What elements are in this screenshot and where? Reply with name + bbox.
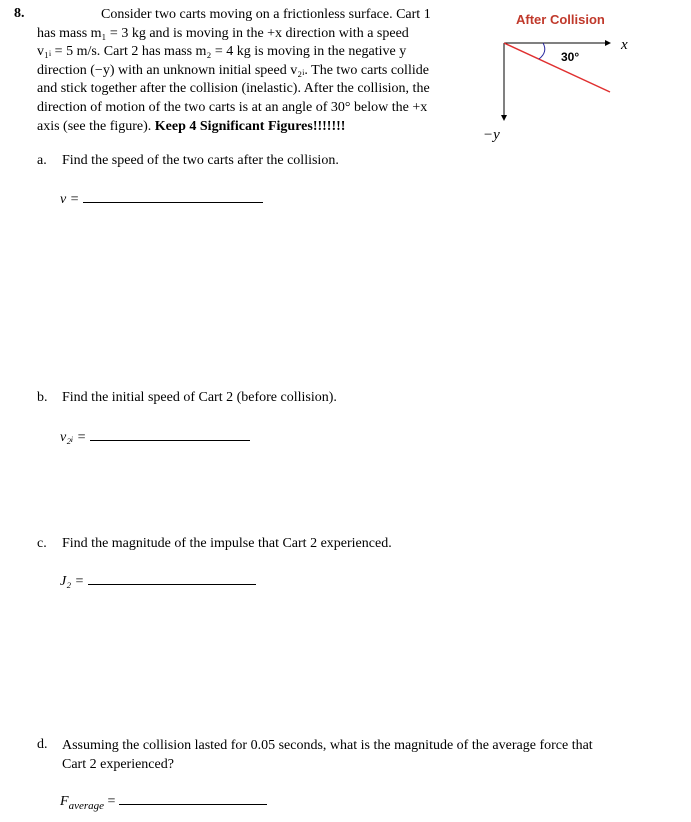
answer-v <box>60 190 263 208</box>
angle-label: 30° <box>561 50 580 64</box>
part-c-letter: c. <box>37 536 47 551</box>
part-d-line: Cart 2 experienced? <box>62 756 174 772</box>
statement-line: and stick together after the collision (inelastic). After the collision, the <box>37 81 430 97</box>
x-axis-label: x <box>621 37 628 53</box>
answer-j2 <box>60 572 256 590</box>
answer-v2i <box>60 428 250 446</box>
problem-statement <box>37 6 467 136</box>
part-d-line: Assuming the collision lasted for 0.05 seconds, what is the magnitude of the average force that <box>62 738 593 753</box>
answer-faverage-label: F <box>60 794 69 809</box>
collision-diagram <box>480 30 640 130</box>
part-a <box>37 153 339 169</box>
velocity-vector <box>504 43 610 92</box>
part-c-question: Find the magnitude of the impulse that Cart 2 experienced. <box>62 536 392 551</box>
answer-faverage-subscript: average <box>68 799 104 812</box>
answer-v-blank[interactable] <box>83 190 263 203</box>
part-d-question <box>62 737 662 774</box>
statement-line: v₁ᵢ = 5 m/s. Cart 2 has mass m₂ = 4 kg is moving in the negative y <box>37 44 407 60</box>
significant-figures-note: Keep 4 Significant Figures!!!!!!! <box>154 118 346 134</box>
part-a-letter: a. <box>37 153 47 168</box>
part-b-question: Find the initial speed of Cart 2 (before collision). <box>62 390 337 405</box>
answer-j2-blank[interactable] <box>88 572 256 585</box>
statement-line: direction of motion of the two carts is at an angle of 30° below the +x <box>37 99 428 115</box>
y-axis-label: −y <box>483 127 500 143</box>
problem-number: 8. <box>14 6 25 21</box>
answer-v2i-label: v₂ᵢ = <box>60 430 87 445</box>
statement-line: direction (−y) with an unknown initial speed v₂ᵢ. The two carts collide <box>37 62 429 78</box>
angle-arc <box>539 43 545 59</box>
statement-line: axis (see the figure). <box>37 118 155 134</box>
statement-line-last <box>37 118 467 137</box>
answer-v-label: v = <box>60 192 80 207</box>
answer-j2-label: J₂ = <box>60 574 85 589</box>
statement-line: has mass m₁ = 3 kg and is moving in the +x direction with a speed <box>37 25 409 41</box>
answer-faverage <box>60 792 267 812</box>
part-b-letter: b. <box>37 390 48 405</box>
answer-faverage-equals: = <box>107 794 116 809</box>
answer-faverage-blank[interactable] <box>119 792 267 805</box>
part-d-letter: d. <box>37 737 48 752</box>
part-c <box>37 536 392 552</box>
statement-line: Consider two carts moving on a frictionless surface. Cart 1 <box>101 7 431 22</box>
part-b <box>37 390 337 406</box>
answer-v2i-blank[interactable] <box>90 428 250 441</box>
figure-title: After Collision <box>516 12 605 27</box>
part-a-question: Find the speed of the two carts after the collision. <box>62 153 339 168</box>
